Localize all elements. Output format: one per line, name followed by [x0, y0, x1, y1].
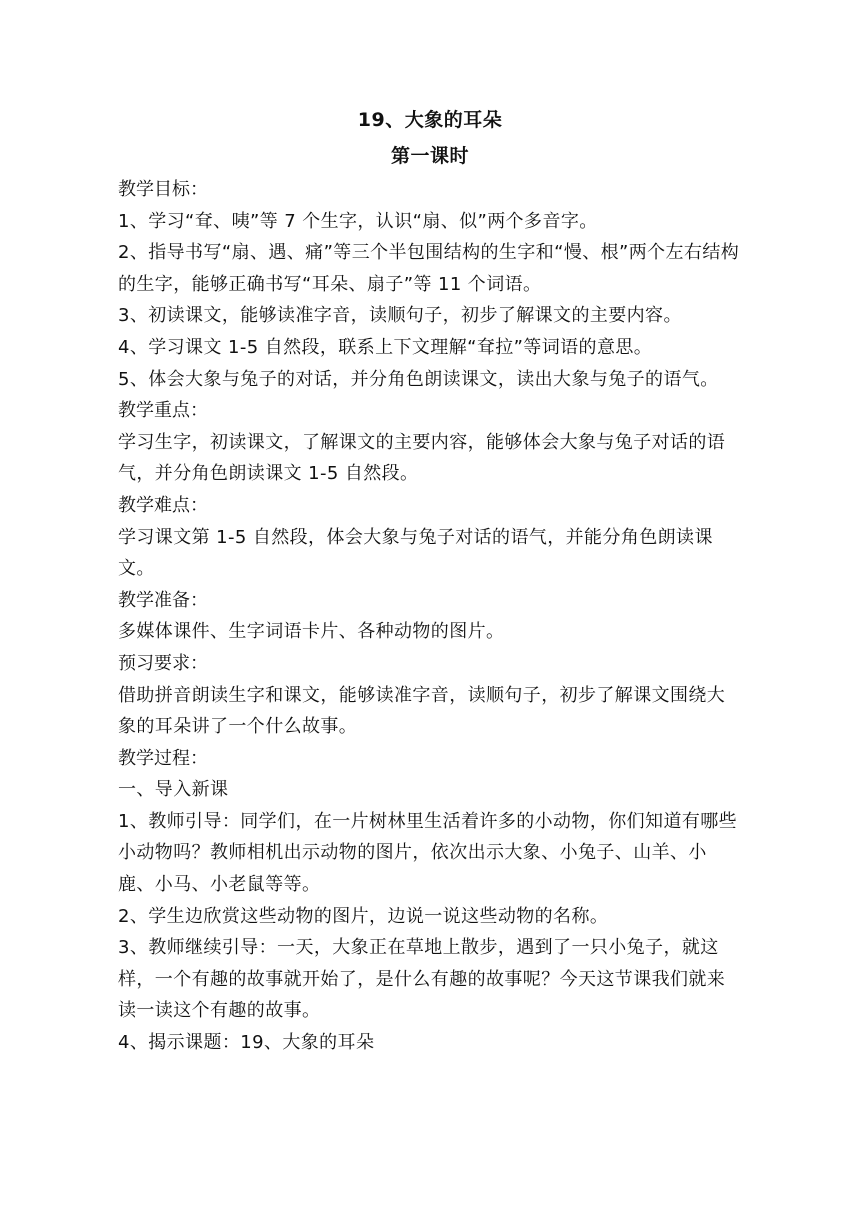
document-title: 19、大象的耳朵: [357, 109, 503, 131]
preview-text: 借助拼音朗读生字和课文，能够读准字音，读顺句子，初步了解课文围绕大象的耳朵讲了一个什么故事。: [118, 684, 726, 738]
lesson-subtitle: 第一课时: [390, 145, 469, 167]
goal-item: 5、体会大象与兔子的对话，并分角色朗读课文，读出大象与兔子的语气。: [118, 368, 719, 390]
preparation-heading: 教学准备：: [118, 589, 208, 611]
goal-item: 1、学习“耷、咦”等 7 个生字，认识“扇、似”两个多音字。: [118, 210, 598, 232]
goals-heading: 教学目标：: [118, 179, 208, 200]
process-step: 3、教师继续引导：一天，大象正在草地上散步，遇到了一只小兔子，就这样，一个有趣的故事就开始了，是什么有趣的故事呢？今天这节课我们就来读一读这个有趣的故事。: [118, 937, 726, 1022]
process-heading: 教学过程：: [118, 747, 208, 769]
preparation-text: 多媒体课件、生字词语卡片、各种动物的图片。: [118, 621, 505, 643]
preview-heading: 预习要求：: [118, 652, 208, 674]
goal-item: 4、学习课文 1-5 自然段，联系上下文理解“耷拉”等词语的意思。: [118, 336, 653, 358]
process-section-heading: 一、导入新课: [118, 779, 229, 801]
goal-item: 3、初读课文，能够读准字音，读顺句子，初步了解课文的主要内容。: [118, 305, 682, 327]
difficulties-text: 学习课文第 1-5 自然段，体会大象与兔子对话的语气，并能分角色朗读课文。: [118, 526, 713, 580]
key-points-text: 学习生字，初读课文，了解课文的主要内容，能够体会大象与兔子对话的语气，并分角色朗读课文 1-5 自然段。: [118, 431, 726, 485]
process-step: 1、教师引导：同学们，在一片树林里生活着许多的小动物，你们知道有哪些小动物吗？教师相机出示动物的图片，依次出示大象、小兔子、山羊、小鹿、小马、小老鼠等等。: [118, 810, 738, 896]
document-page: [118, 102, 742, 1059]
difficulties-heading: 教学难点：: [118, 494, 208, 516]
goal-item: 2、指导书写“扇、遇、痛”等三个半包围结构的生字和“慢、根”两个左右结构的生字，能够正确书写“耳朵、扇子”等 11 个词语。: [118, 242, 740, 295]
process-step: 4、揭示课题：19、大象的耳朵: [118, 1032, 375, 1054]
process-step: 2、学生边欣赏这些动物的图片，边说一说这些动物的名称。: [118, 905, 609, 927]
key-points-heading: 教学重点：: [118, 400, 208, 422]
